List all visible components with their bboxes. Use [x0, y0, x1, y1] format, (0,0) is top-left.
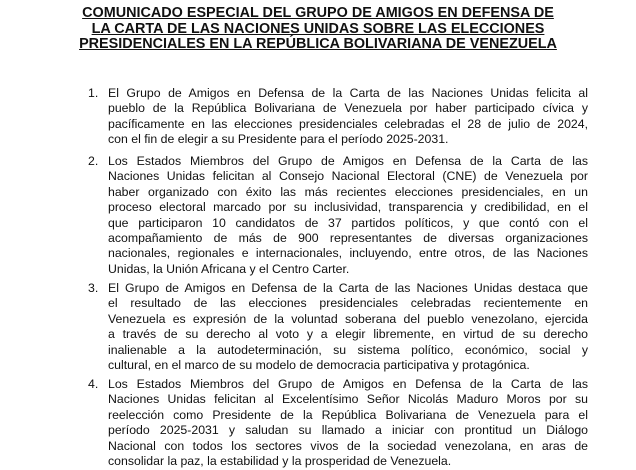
text-line: Los Estados Miembros del Grupo de Amigos en Defensa de la Carta de las: [108, 154, 588, 168]
paragraph-number: 2.: [88, 154, 99, 168]
title-line: LA CARTA DE LAS NACIONES UNIDAS SOBRE LAS ELECCIONES: [91, 20, 545, 37]
text-line: Los Estados Miembros del Grupo de Amigos en Defensa de la Carta de las: [108, 377, 588, 391]
text-line: proceso electoral marcado por su inclusividad, transparencia y credibilidad, en el: [108, 200, 588, 215]
paragraph-number: 4.: [88, 377, 99, 391]
paragraph-number: 3.: [88, 281, 99, 295]
text-line: consolidar la paz, la estabilidad y la prosperidad de Venezuela.: [108, 454, 452, 469]
text-line: inalienable a la autodeterminación, su sistema político, económico, social y: [108, 342, 588, 357]
paragraph-text: [108, 281, 588, 373]
paragraph-text: [108, 377, 588, 469]
text-line: el resultado de las elecciones presidenciales celebradas recientemente en: [108, 296, 588, 311]
text-line: acompañamiento de más de 900 representantes de diversas organizaciones: [108, 231, 588, 246]
text-line: reelección como Presidente de la República Bolivariana de Venezuela para el: [108, 407, 588, 422]
text-line: nacionales, regionales e internacionales, incluyendo, entre otros, de las Naciones: [108, 246, 588, 261]
paragraph-number: 1.: [88, 86, 99, 100]
paragraph-text: [108, 154, 588, 277]
text-line: Nacional con todos los sectores vivos de la sociedad venezolana, en aras de: [108, 438, 588, 453]
text-line: pacíficamente en las elecciones presidenciales celebradas el 28 de julio de 2024,: [108, 116, 588, 131]
text-line: El Grupo de Amigos en Defensa de la Carta de las Naciones Unidas felicita al: [108, 86, 588, 100]
text-line: cultural, en el marco de su modelo de democracia participativa y protagónica.: [108, 358, 530, 373]
paragraph-text: [108, 86, 588, 148]
text-line: Naciones Unidas felicitan al Consejo Nacional Electoral (CNE) de Venezuela por: [108, 169, 588, 184]
text-line: El Grupo de Amigos en Defensa de la Carta de las Naciones Unidas destaca que: [108, 281, 588, 295]
text-line: que participaron 10 candidatos de 37 partidos políticos, y que contó con el: [108, 215, 588, 230]
title-line: COMUNICADO ESPECIAL DEL GRUPO DE AMIGOS EN DEFENSA DE: [82, 5, 554, 21]
text-line: haber organizado con éxito las más recientes elecciones presidenciales, en un: [108, 184, 588, 199]
text-line: con el fin de elegir a su Presidente para el período 2025-2031.: [108, 132, 449, 147]
text-line: a través de su derecho al voto y a elegir libremente, en virtud de su derecho: [108, 327, 588, 342]
text-line: período 2025-2031 y saludan su llamado a iniciar con prontitud un Diálogo: [108, 423, 588, 438]
text-line: Naciones Unidas felicitan al Excelentísimo Señor Nicolás Maduro Moros por su: [108, 392, 588, 407]
text-line: Venezuela es expresión de la voluntad soberana del pueblo venezolano, ejercida: [108, 311, 588, 326]
text-line: pueblo de la República Bolivariana de Venezuela por haber participado cívica y: [108, 101, 588, 116]
text-line: Unidas, la Unión Africana y el Centro Carter.: [108, 261, 350, 276]
communique-title: [40, 6, 596, 53]
title-line: PRESIDENCIALES EN LA REPÚBLICA BOLIVARIANA DE VENEZUELA: [79, 36, 557, 52]
